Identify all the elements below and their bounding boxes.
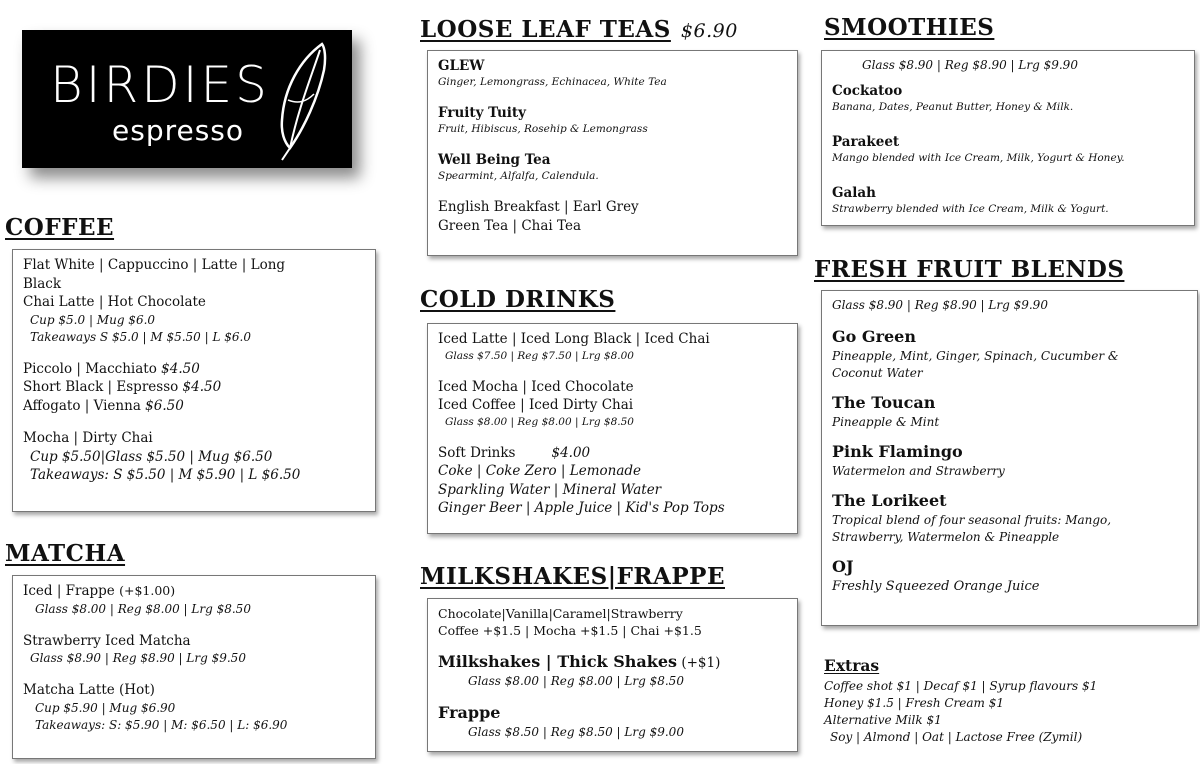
blend-desc: Pineapple & Mint [832,415,940,429]
extras-section [824,678,1097,746]
cold-line: Coke | Coke Zero | Lemonade [438,463,642,479]
cold-section [427,323,798,534]
blend-desc: Watermelon and Strawberry [832,464,1005,478]
blend-name: The Lorikeet [832,491,947,510]
coffee-line: Short Black | Espresso $4.50 [23,379,222,395]
shakes-line: Chocolate|Vanilla|Caramel|Strawberry [438,606,683,621]
smoothies-price-line: Glass $8.90 | Reg $8.90 | Lrg $9.90 [862,58,1078,72]
coffee-line: Piccolo | Macchiato $4.50 [23,360,200,377]
shakes-price-line: Glass $8.50 | Reg $8.50 | Lrg $9.00 [468,725,684,739]
cold-line: Sparkling Water | Mineral Water [438,481,662,498]
cold-line: Ginger Beer | Apple Juice | Kid's Pop Tops [438,500,725,516]
cold-line: Iced Latte | Iced Long Black | Iced Chai [438,331,710,347]
blends-heading: FRESH FRUIT BLENDS [814,256,1125,283]
blend-desc: Freshly Squeezed Orange Juice [832,579,1040,594]
tea-line: English Breakfast | Earl Grey [438,199,639,215]
smoothies-heading: SMOOTHIES [824,14,995,41]
coffee-line: Mocha | Dirty Chai [23,430,153,446]
extras-heading: Extras [824,656,880,675]
matcha-price-line: Glass $8.00 | Reg $8.00 | Lrg $8.50 [35,601,251,616]
matcha-heading: MATCHA [5,540,126,567]
shakes-section [427,598,798,752]
shakes-price-line: Glass $8.00 | Reg $8.00 | Lrg $8.50 [468,674,684,688]
teas-heading: LOOSE LEAF TEAS $6.90 [420,16,738,43]
extras-line: Soy | Almond | Oat | Lactose Free (Zymil) [830,730,1083,744]
matcha-line: Iced | Frappe (+$1.00) [23,583,176,599]
extras-line: Honey $1.5 | Fresh Cream $1 [824,696,1005,710]
tea-name: Fruity Tuity [438,105,527,121]
coffee-line: Affogato | Vienna $6.50 [23,397,184,414]
tea-name: Well Being Tea [438,152,551,168]
feather-icon [270,40,330,162]
extras-line: Coffee shot $1 | Decaf $1 | Syrup flavours $1 [824,679,1098,693]
blend-desc: Tropical blend of four seasonal fruits: Mango, Strawberry, Watermelon & Pineapple [832,513,1112,544]
shakes-line: Coffee +$1.5 | Mocha +$1.5 | Chai +$1.5 [438,623,702,638]
shakes-heading: MILKSHAKES|FRAPPE [420,563,725,590]
shakes-line: Frappe [438,703,501,722]
smoothie-desc: Mango blended with Ice Cream, Milk, Yogurt & Honey. [832,152,1125,164]
matcha-section [12,575,376,759]
tea-desc: Fruit, Hibiscus, Rosehip & Lemongrass [438,123,648,135]
coffee-line: Chai Latte | Hot Chocolate [23,294,206,310]
coffee-section [12,249,376,512]
coffee-price-line: Cup $5.0 | Mug $6.0 [30,312,156,327]
shakes-line: Milkshakes | Thick Shakes (+$1) [438,652,721,671]
tea-desc: Ginger, Lemongrass, Echinacea, White Tea [438,76,667,88]
blend-desc: Pineapple, Mint, Ginger, Spinach, Cucumber & Coconut Water [832,349,1119,380]
blend-name: The Toucan [832,393,936,412]
cold-line: Iced Coffee | Iced Dirty Chai [438,397,634,413]
matcha-price-line: Takeaways: S: $5.90 | M: $6.50 | L: $6.90 [35,717,288,732]
matcha-line: Matcha Latte (Hot) [23,682,155,698]
logo-line1: BIRDIES [50,56,270,114]
blends-section [821,290,1198,626]
tea-name: GLEW [438,58,485,74]
blend-name: Pink Flamingo [832,442,963,461]
blend-name: Go Green [832,327,916,346]
smoothies-section [821,50,1195,226]
blend-name: OJ [832,557,854,576]
teas-section [427,50,798,256]
smoothie-desc: Strawberry blended with Ice Cream, Milk & Yogurt. [832,203,1109,215]
smoothie-name: Cockatoo [832,83,903,99]
matcha-price-line: Glass $8.90 | Reg $8.90 | Lrg $9.50 [30,651,246,665]
cold-line: Soft Drinks $4.00 [438,444,591,461]
smoothie-desc: Banana, Dates, Peanut Butter, Honey & Milk. [832,101,1074,113]
blends-price-line: Glass $8.90 | Reg $8.90 | Lrg $9.90 [832,298,1048,312]
cold-price-line: Glass $7.50 | Reg $7.50 | Lrg $8.00 [445,349,634,362]
brand-logo [22,30,352,168]
extras-line: Alternative Milk $1 [824,713,942,727]
smoothie-name: Parakeet [832,134,900,150]
matcha-line: Strawberry Iced Matcha [23,632,191,649]
coffee-price-line: Takeaways S $5.0 | M $5.50 | L $6.0 [30,329,251,344]
cold-line: Iced Mocha | Iced Chocolate [438,378,634,395]
tea-desc: Spearmint, Alfalfa, Calendula. [438,170,599,182]
coffee-line: Black [23,275,62,292]
teas-price: $6.90 [680,20,738,42]
coffee-line: Flat White | Cappuccino | Latte | Long [23,257,286,273]
tea-line: Green Tea | Chai Tea [438,217,582,234]
smoothie-name: Galah [832,185,876,201]
matcha-price-line: Cup $5.90 | Mug $6.90 [35,700,176,715]
coffee-heading: COFFEE [5,214,115,241]
coffee-price-line: Cup $5.50|Glass $5.50 | Mug $6.50 [30,448,273,465]
cold-heading: COLD DRINKS [420,286,616,313]
logo-line2: espresso [112,114,245,147]
coffee-price-line: Takeaways: S $5.50 | M $5.90 | L $6.50 [30,467,301,483]
cold-price-line: Glass $8.00 | Reg $8.00 | Lrg $8.50 [445,415,634,428]
